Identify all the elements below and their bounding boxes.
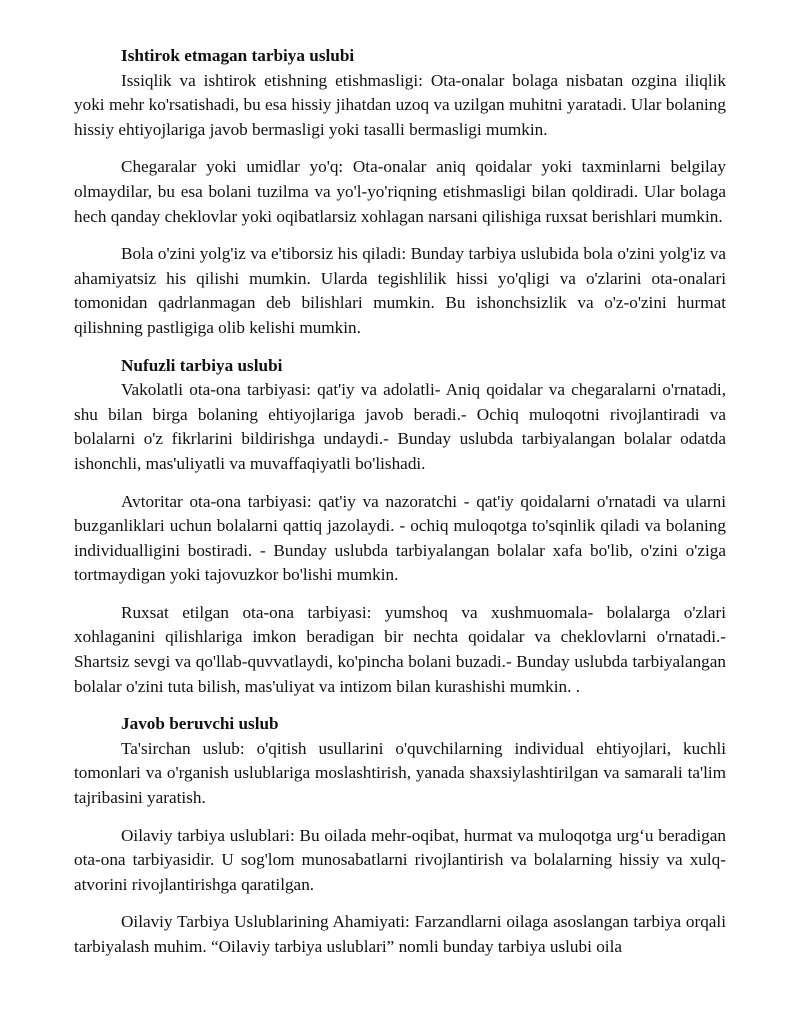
- paragraph: Oilaviy Tarbiya Uslublarining Ahamiyati: Farzandlarni oilaga asoslangan tarbiya orqali tarbiyalash muhim. “Oilaviy tarbiya uslublari” nomli bunday tarbiya uslubi oila: [74, 912, 726, 956]
- paragraph: Avtoritar ota-ona tarbiyasi: qat'iy va nazoratchi - qat'iy qoidalarni o'rnatadi va ularni buzganliklari uchun bolalarni qattiq jazolaydi. - ochiq muloqotga to'sqinlik qiladi va bolaning individualligini bostiradi. - Bunday uslubda tarbiyalangan bolalar xafa bo'lib, o'zini o'ziga tortmaydigan yoki tajovuzkor bo'lishi mumkin.: [74, 491, 726, 585]
- paragraph: Vakolatli ota-ona tarbiyasi: qat'iy va adolatli- Aniq qoidalar va chegaralarni o'rnatadi, shu bilan birga bolaning ehtiyojlariga javob beradi.- Ochiq muloqotni rivojlantiradi va bolalarni o'z fikrlarini bildirishga undaydi.- Bunday uslubda tarbiyalangan bolalar odatda ishonchli, mas'uliyatli va muvaffaqiyatli bo'lishadi.: [74, 380, 726, 473]
- section-heading: Javob beruvchi uslub: [121, 714, 279, 734]
- document-page: [74, 44, 726, 960]
- paragraph: Oilaviy tarbiya uslublari: Bu oilada mehr-oqibat, hurmat va muloqotga urg‘u beradigan ota-ona tarbiyasidir. U sog'lom munosabatlarni rivojlantirish va bolalarning hissiy va xulq-atvorini rivojlantirishga qaratilgan.: [74, 825, 726, 894]
- paragraph: Issiqlik va ishtirok etishning etishmasligi: Ota-onalar bolaga nisbatan ozgina iliqlik yoki mehr ko'rsatishadi, bu esa hissiy jihatdan uzoq va uzilgan muhitni yaratadi. Ular bolaning hissiy ehtiyojlariga javob bermasligi yoki tasalli bermasligi mumkin.: [74, 70, 726, 139]
- paragraph: Ruxsat etilgan ota-ona tarbiyasi: yumshoq va xushmuomala- bolalarga o'zlari xohlaganini qilishlariga imkon beradigan bir nechta qoidalar va cheklovlarni o'rnatadi.- Shartsiz sevgi va qo'llab-quvvatlaydi, ko'pincha bolani buzadi.- Bunday uslubda tarbiyalangan bolalar o'zini tuta bilish, mas'uliyat va intizom bilan kurashishi mumkin. .: [74, 602, 726, 696]
- paragraph: Bola o'zini yolg'iz va e'tiborsiz his qiladi: Bunday tarbiya uslubida bola o'zini yolg'iz va ahamiyatsiz his qilishi mumkin. Ularda tegishlilik hissi yo'qligi va o'zlarini ota-onalari tomonidan qadrlanmagan deb bilishlari mumkin. Bu ishonchsizlik va o'z-o'zini hurmat qilishning pastligiga olib kelishi mumkin.: [74, 244, 726, 337]
- paragraph: Chegaralar yoki umidlar yo'q: Ota-onalar aniq qoidalar yoki taxminlarni belgilay olmaydilar, bu esa bolani tuzilma va yo'l-yo'riqning etishmasligi bilan qoldiradi. Ular bolaga hech qanday cheklovlar yoki oqibatlarsiz xohlagan narsani qilishiga ruxsat berishlari mumkin.: [74, 157, 726, 226]
- section-heading: Nufuzli tarbiya uslubi: [121, 355, 283, 375]
- section-heading: Ishtirok etmagan tarbiya uslubi: [121, 46, 355, 65]
- paragraph: Ta'sirchan uslub: o'qitish usullarini o'quvchilarning individual ehtiyojlari, kuchli tomonlari va o'rganish uslublariga moslashtirish, yanada shaxsiylashtirilgan va samarali ta'lim tajribasini yaratish.: [74, 738, 726, 808]
